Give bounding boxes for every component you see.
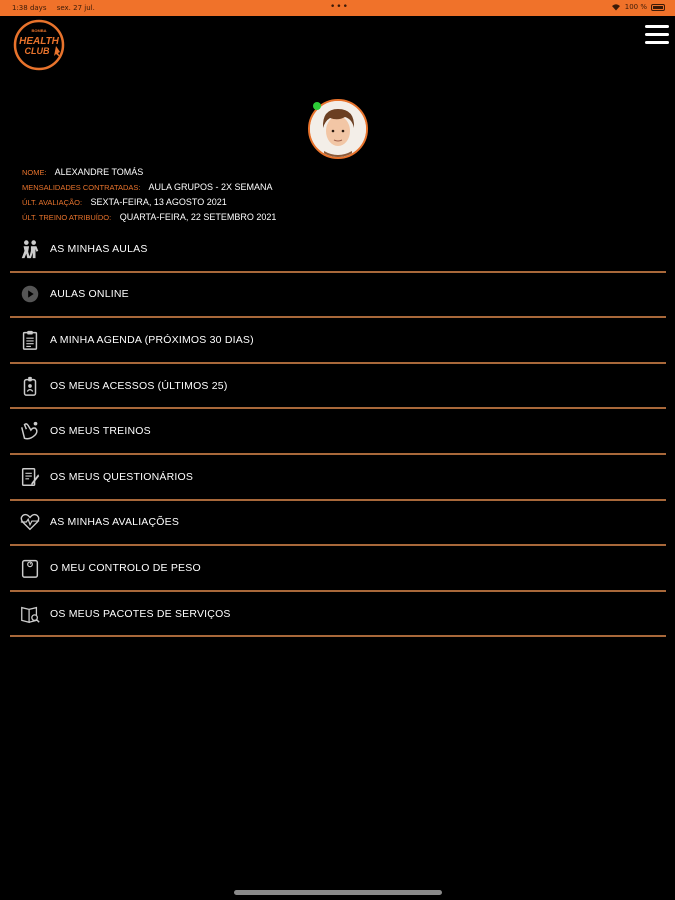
menu-item-weight-control[interactable] — [10, 546, 666, 592]
logo-mark — [12, 18, 68, 72]
home-indicator[interactable] — [234, 890, 442, 895]
status-bar — [0, 0, 675, 16]
menu-item-trainings[interactable] — [10, 409, 666, 455]
last-evaluation-value: SEXTA-FEIRA, 13 AGOSTO 2021 — [90, 197, 227, 207]
menu-item-label: OS MEUS PACOTES DE SERVIÇOS — [50, 607, 231, 620]
questionnaire-icon — [18, 465, 42, 489]
menu-item-accesses[interactable] — [10, 364, 666, 410]
muscle-icon — [18, 419, 42, 443]
last-evaluation-label: ÚLT. AVALIAÇÃO: — [22, 198, 83, 207]
status-date: sex. 27 jul. — [56, 4, 95, 12]
menu-item-online-classes[interactable] — [10, 273, 666, 319]
info-row-last-evaluation — [22, 195, 276, 210]
info-row-last-training — [22, 210, 276, 225]
menu-item-label: OS MEUS ACESSOS (ÚLTIMOS 25) — [50, 379, 228, 392]
hamburger-menu-button[interactable] — [645, 25, 669, 45]
online-status-dot — [313, 102, 321, 110]
clipboard-icon — [18, 328, 42, 352]
menu-item-label: AULAS ONLINE — [50, 288, 129, 301]
svg-text:HEALTH: HEALTH — [19, 36, 59, 47]
access-card-icon — [18, 374, 42, 398]
plan-value: AULA GRUPOS - 2X SEMANA — [148, 182, 273, 192]
status-time: 1:38 days — [12, 4, 47, 12]
plan-label: MENSALIDADES CONTRATADAS: — [22, 183, 141, 192]
menu-item-label: A MINHA AGENDA (PRÓXIMOS 30 DIAS) — [50, 333, 254, 346]
name-label: NOME: — [22, 168, 47, 177]
hamburger-line — [645, 41, 669, 44]
play-circle-icon — [18, 282, 42, 306]
last-training-label: ÚLT. TREINO ATRIBUÍDO: — [22, 213, 112, 222]
hamburger-line — [645, 33, 669, 36]
wifi-icon — [611, 3, 621, 11]
last-training-value: QUARTA-FEIRA, 22 SETEMBRO 2021 — [119, 212, 277, 222]
menu-item-agenda[interactable] — [10, 318, 666, 364]
info-row-name — [22, 165, 276, 180]
menu-item-label: AS MINHAS AULAS — [50, 242, 148, 255]
status-bar-left — [12, 4, 103, 12]
menu-item-evaluations[interactable] — [10, 501, 666, 547]
scale-icon — [18, 556, 42, 580]
battery-percent: 100 % — [624, 3, 647, 11]
health-club-logo[interactable] — [12, 18, 68, 72]
menu-item-label: O MEU CONTROLO DE PESO — [50, 561, 201, 574]
menu-item-label: AS MINHAS AVALIAÇÕES — [50, 516, 180, 529]
main-menu — [10, 227, 666, 637]
menu-item-label: OS MEUS TREINOS — [50, 425, 151, 438]
status-dots: ••• — [330, 2, 349, 12]
menu-item-service-packages[interactable] — [10, 592, 666, 638]
battery-icon — [651, 4, 665, 11]
status-bar-right — [611, 3, 665, 11]
heartbeat-icon — [18, 510, 42, 534]
hamburger-line — [645, 25, 669, 28]
svg-text:BOMBA: BOMBA — [31, 28, 47, 33]
name-value: ALEXANDRE TOMÁS — [54, 167, 144, 177]
menu-item-questionnaires[interactable] — [10, 455, 666, 501]
info-row-plan — [22, 180, 276, 195]
svg-text:CLUB: CLUB — [24, 46, 50, 56]
profile-avatar[interactable] — [308, 99, 370, 161]
menu-item-my-classes[interactable] — [10, 227, 666, 273]
menu-item-label: OS MEUS QUESTIONÁRIOS — [50, 470, 194, 483]
group-class-icon — [18, 237, 42, 261]
profile-info — [22, 165, 276, 225]
service-package-icon — [18, 602, 42, 626]
